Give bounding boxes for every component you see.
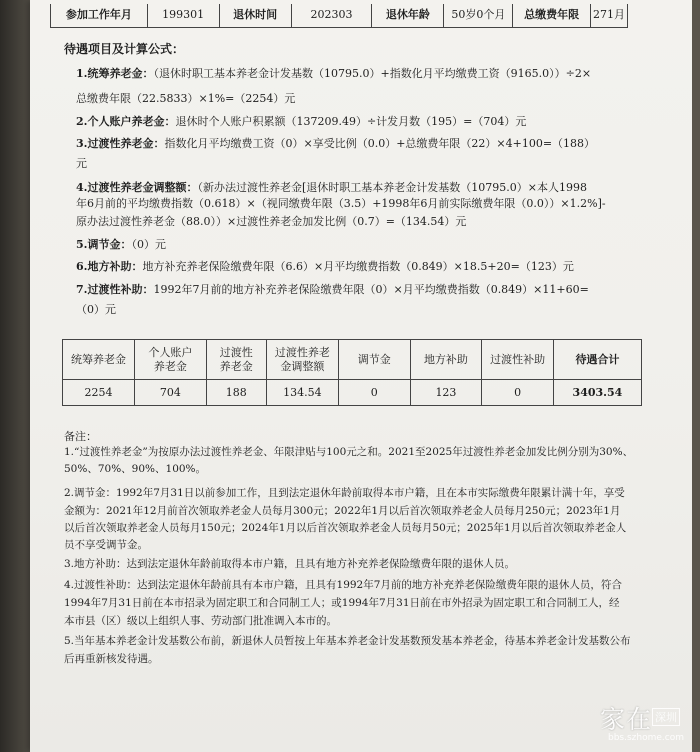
item-line <box>76 136 595 151</box>
item-text: 元 <box>76 157 87 170</box>
background-edge <box>0 0 30 752</box>
item-text: 退休时个人账户积累额（137209.49）÷计发月数（195）=（704）元 <box>175 115 527 128</box>
item-line <box>76 196 606 211</box>
item-text: 地方补充养老保险缴费年限（6.6）×月平均缴费指数（0.849）×18.5+20=（123）元 <box>142 260 574 273</box>
item-label: 4.过渡性养老金调整额： <box>76 181 198 194</box>
retire-age-value: 50岁0个月 <box>444 1 513 28</box>
retire-age-label: 退休年龄 <box>372 1 444 28</box>
item-text: 总缴费年限（22.5833）×1%=（2254）元 <box>76 92 296 105</box>
summary-value-cell: 123 <box>410 380 482 406</box>
watermark-badge: 深圳 <box>652 708 680 726</box>
summary-header-cell: 过渡性 养老金 <box>206 340 266 380</box>
total-contrib-label: 总缴费年限 <box>513 1 591 28</box>
note-line: 3.地方补助：达到法定退休年龄前取得本市户籍，且具有地方补充养老保险缴费年限的退休人员。 <box>64 558 516 570</box>
summary-header-cell: 统筹养老金 <box>63 340 135 380</box>
item-line <box>76 156 87 171</box>
note-line: 金额为：2021年12月前首次领取养老金人员每月300元；2022年1月以后首次领取养老金人员每月250元；2023年1月 <box>64 505 621 517</box>
item-text: 原办法过渡性养老金（88.0））×过渡性养老金加发比例（0.7）=（134.54）元 <box>76 215 467 228</box>
summary-value-cell: 2254 <box>63 380 135 406</box>
summary-value-cell: 3403.54 <box>553 380 641 406</box>
site-watermark <box>600 700 684 743</box>
note-line: 以后首次领取养老金人员每月150元；2024年1月以后首次领取养老金人员每月50元；2025年1月以后首次领取养老金人 <box>64 522 627 534</box>
summary-value-cell: 188 <box>206 380 266 406</box>
item-line <box>76 259 574 274</box>
note-line: 1.“过渡性养老金”为按原办法过渡性养老金、年限津贴与100元之和。2021至2025年过渡性养老金加发比例分别为30%、 <box>64 446 634 458</box>
watermark-brand: 家在 <box>600 705 653 734</box>
item-line <box>76 66 591 81</box>
note-line: 后再重新核发待遇。 <box>64 653 159 665</box>
item-label: 3.过渡性养老金： <box>76 137 165 150</box>
summary-value-cell: 134.54 <box>266 380 338 406</box>
watermark-url: bbs.szhome.com <box>608 733 684 743</box>
item-label: 6.地方补助： <box>76 260 143 273</box>
summary-header-cell: 地方补助 <box>410 340 482 380</box>
item-label: 2.个人账户养老金： <box>76 115 176 128</box>
item-line <box>76 91 295 106</box>
item-label: 5.调节金： <box>76 238 132 251</box>
item-line <box>76 282 589 297</box>
work-start-value: 199301 <box>147 1 219 28</box>
item-text: （退休时职工基本养老金计发基数（10795.0）+指数化月平均缴费工资（9165.0））÷2× <box>153 67 592 80</box>
section-title: 待遇项目及计算公式： <box>64 42 185 56</box>
note-line: 50%、70%、90%、100%。 <box>64 463 207 475</box>
summary-value-cell: 0 <box>482 380 554 406</box>
item-label: 7.过渡性补助： <box>76 283 154 296</box>
item-line <box>76 214 466 229</box>
summary-header-cell: 个人账户 养老金 <box>134 340 206 380</box>
note-line: 2.调节金：1992年7月31日以前参加工作，且到法定退休年龄前取得本市户籍，且在本市实际缴费年限累计满十年，享受 <box>64 487 625 499</box>
item-text: 指数化月平均缴费工资（0）×享受比例（0.0）+总缴费年限（22）×4+100=（188） <box>164 137 596 150</box>
item-text: 1992年7月前的地方补充养老保险缴费年限（0）×月平均缴费指数（0.849）×11+60= <box>153 283 589 296</box>
retire-time-value: 202303 <box>291 1 372 28</box>
background-edge-right <box>692 0 700 752</box>
notes-title: 备注： <box>64 430 97 443</box>
item-text: （0）元 <box>131 238 166 251</box>
top-crop-edge <box>50 0 628 4</box>
retiree-info-table <box>50 0 628 28</box>
item-line <box>76 237 166 252</box>
item-label: 1.统筹养老金： <box>76 67 154 80</box>
benefit-summary-table <box>62 339 642 406</box>
summary-value-cell: 704 <box>134 380 206 406</box>
note-line: 员不享受调节金。 <box>64 539 148 551</box>
summary-header-cell: 调节金 <box>339 340 411 380</box>
item-text: 年6月前的平均缴费指数（0.618）×（视同缴费年限（3.5）+1998年6月前实际缴费年限（0.0））×1.2%]- <box>76 197 606 210</box>
work-start-label: 参加工作年月 <box>51 1 148 28</box>
total-contrib-value: 271月 <box>591 1 628 28</box>
item-line <box>76 180 587 195</box>
summary-header-cell: 过渡性补助 <box>482 340 554 380</box>
item-text: （0）元 <box>76 303 116 316</box>
item-text: （新办法过渡性养老金[退休时职工基本养老金计发基数（10795.0）×本人1998 <box>197 181 587 194</box>
retire-time-label: 退休时间 <box>219 1 291 28</box>
summary-value-cell: 0 <box>339 380 411 406</box>
summary-header-cell: 待遇合计 <box>553 340 641 380</box>
note-line: 4.过渡性补助：达到法定退休年龄前具有本市户籍，且具有1992年7月前的地方补充养老保险缴费年限的退休人员，符合 <box>64 579 622 591</box>
note-line: 5.当年基本养老金计发基数公布前，新退休人员暂按上年基本养老金计发基数预发基本养老金，待基本养老金计发基数公布 <box>64 635 631 647</box>
item-line <box>76 114 526 129</box>
note-line: 1994年7月31日前在本市招录为固定职工和合同制工人；或1994年7月31日前在市外招录为固定职工和合同制工人，经 <box>64 597 620 609</box>
item-line <box>76 302 116 317</box>
summary-header-cell: 过渡性养老 金调整额 <box>266 340 338 380</box>
note-line: 本市县（区）级以上组织人事、劳动部门批准调入本市的。 <box>64 615 337 627</box>
